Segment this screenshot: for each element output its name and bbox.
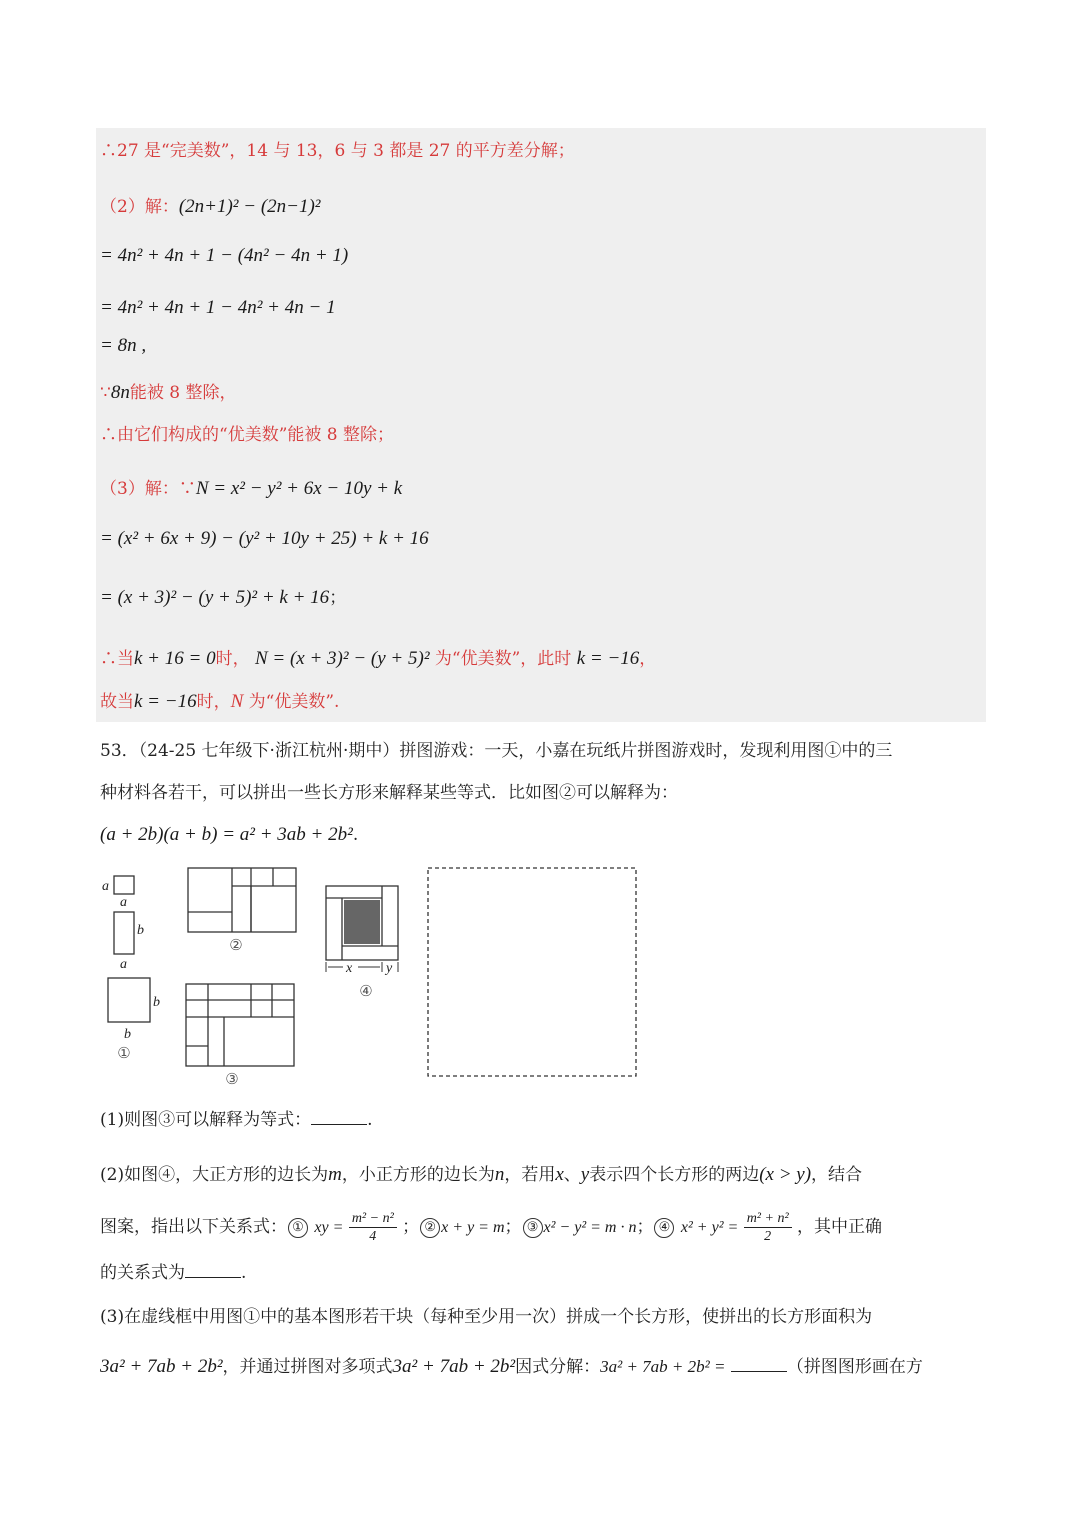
relation-4-numerator: m² + n² [744,1210,792,1228]
dashed-drawing-box [428,868,636,1076]
q2-text-1: (2)如图④，大正方形的边长为 [100,1165,329,1185]
step-4: = (x² + 6x + 9) − (y² + 10y + 25) + k + 16 [100,528,429,549]
conclusion-post: 为“优美数”. [243,692,340,712]
q3-expression-3: 3a² + 7ab + 2b² = [600,1357,726,1376]
when-expression-2: N = (x + 3)² − (y + 5)² [254,648,430,669]
conclusion-mid: 时， [196,692,231,712]
q2-condition: (x > y) [759,1164,812,1185]
step-5-line [100,587,346,609]
fig1-caption: ① [117,1046,131,1062]
relation-4-marker: ④ [654,1218,674,1238]
q1-text: (1)则图③可以解释为等式： [100,1110,312,1130]
step-1: = 4n² + 4n + 1 − (4n² − 4n + 1) [100,245,349,266]
part3-expression: N = x² − y² + 6x − 10y + k [195,478,403,499]
when-line [100,648,656,670]
q2-separator: 、 [563,1165,581,1185]
relation-2-marker: ② [420,1218,440,1238]
q2-answer-prompt: 的关系式为 [100,1263,185,1283]
since-expression: 8n [110,382,130,403]
relation-3: x² − y² = m · n [543,1219,637,1236]
when-mid: 时， [215,649,250,669]
q3-expression-2: 3a² + 7ab + 2b² [392,1356,516,1377]
q2-x: x [555,1164,564,1185]
step-2: = 4n² + 4n + 1 − 4n² + 4n − 1 [100,297,336,318]
fig2-rectangle [188,868,296,932]
fig1-small-square [114,876,134,894]
fig2-caption: ② [229,938,243,954]
q2-m: m [328,1164,342,1185]
q3-text-end: （拼图图形画在方 [786,1357,923,1377]
relation-1-marker: ① [288,1218,308,1238]
q2-line-3-end: . [241,1263,247,1283]
relation-3-marker: ③ [523,1218,543,1238]
relation-1-numerator: m² − n² [349,1210,397,1228]
q2-text-3: ，若用 [504,1165,556,1185]
part2-expression: (2n+1)² − (2n−1)² [178,196,321,217]
question-53-line-2: 种材料各若干，可以拼出一些长方形来解释某些等式．比如图②可以解释为： [100,783,678,803]
q1-end: . [367,1110,373,1130]
relation-1-fraction [349,1210,397,1245]
when-end: ， [639,649,657,669]
solution-line-1: ∴27 是“完美数”，14 与 13，6 与 3 都是 27 的平方差分解； [100,141,575,161]
conclusion-line [100,691,339,713]
identity-line [100,824,358,846]
when-post: 为“优美数”，此时 [434,649,572,669]
because-symbol: ∵ [100,383,111,403]
part2-label: （2）解： [100,197,179,217]
label-b-rect: b [137,923,144,938]
step-3: = 8n , [100,335,147,356]
relation-4-lhs: x² + y² = [680,1219,739,1236]
identity-expression: (a + 2b)(a + b) = a² + 3ab + 2b² [100,824,353,845]
conclusion-pre: 故当 [100,692,134,712]
fig4-caption: ④ [359,984,373,1000]
when-expression-3: k = −16 [576,648,640,669]
q2-relations-intro: 图案，指出以下关系式： [100,1217,287,1237]
label-a-rect: a [120,957,127,972]
semicolon-3: ； [636,1217,654,1237]
relation-2: x + y = m [441,1219,505,1236]
q3-line-1: (3)在虚线框中用图①中的基本图形若干块（每种至少用一次）拼成一个长方形，使拼出的长方形面积为 [100,1307,873,1327]
relation-4-fraction [744,1210,792,1245]
fig1-rectangle [114,912,134,954]
part3-heading [100,478,402,500]
label-b-side: b [153,995,160,1010]
q3-text-2: 因式分解： [515,1357,601,1377]
conclusion-N: N [230,691,244,712]
label-a-bottom: a [120,895,127,910]
semicolon-1: ； [402,1217,420,1237]
tiles-figure [96,862,656,1090]
q3-text-1: ，并通过拼图对多项式 [222,1357,393,1377]
part3-because: ∵ [178,479,196,499]
q2-text-4: 表示四个长方形的两边 [589,1165,760,1185]
relation-1-lhs: xy = [314,1219,344,1236]
q2-text-2: ，小正方形的边长为 [341,1165,495,1185]
since-line [100,382,236,404]
when-pre: ∴当 [100,649,134,669]
fig3-rectangle [186,984,294,1066]
label-b-bottom: b [124,1027,131,1042]
q1-answer-blank[interactable] [311,1108,367,1125]
q3-answer-blank[interactable] [731,1355,787,1372]
semicolon-2: ； [504,1217,522,1237]
conclusion-expression: k = −16 [134,691,197,712]
question-53-line-1: 53．（24-25 七年级下·浙江杭州·期中）拼图游戏：一天，小嘉在玩纸片拼图游戏时，发现利用图①中的三 [100,741,893,761]
q3-line-2 [100,1352,923,1378]
label-y: y [386,961,393,976]
q2-line-3 [100,1258,246,1283]
q2-answer-blank[interactable] [185,1261,241,1278]
step-5-tail: ； [329,588,347,608]
when-expression: k + 16 = 0 [134,648,216,669]
fig3-caption: ③ [225,1072,239,1088]
label-x: x [346,961,353,976]
step-5: = (x + 3)² − (y + 5)² + k + 16 [100,587,330,608]
relation-1-denominator: 4 [369,1229,377,1244]
q2-line-2 [100,1200,882,1255]
q1-line [100,1105,373,1130]
part3-label: （3）解： [100,479,179,499]
identity-end: . [352,825,359,845]
q2-line-2-end: ，其中正确 [797,1217,883,1237]
fig1-large-square [108,978,150,1022]
relation-4-denominator: 2 [764,1229,772,1244]
part2-heading [100,196,321,218]
q2-line-1 [100,1160,862,1186]
label-a-side: a [102,879,109,894]
q2-n: n [494,1164,505,1185]
since-text: 能被 8 整除， [129,383,237,403]
therefore-line: ∴由它们构成的“优美数”能被 8 整除； [100,425,395,445]
q3-expression-1: 3a² + 7ab + 2b² [100,1356,223,1377]
q2-text-5: ，结合 [811,1165,863,1185]
fig4-small-square [344,900,380,944]
q2-y: y [580,1164,590,1185]
